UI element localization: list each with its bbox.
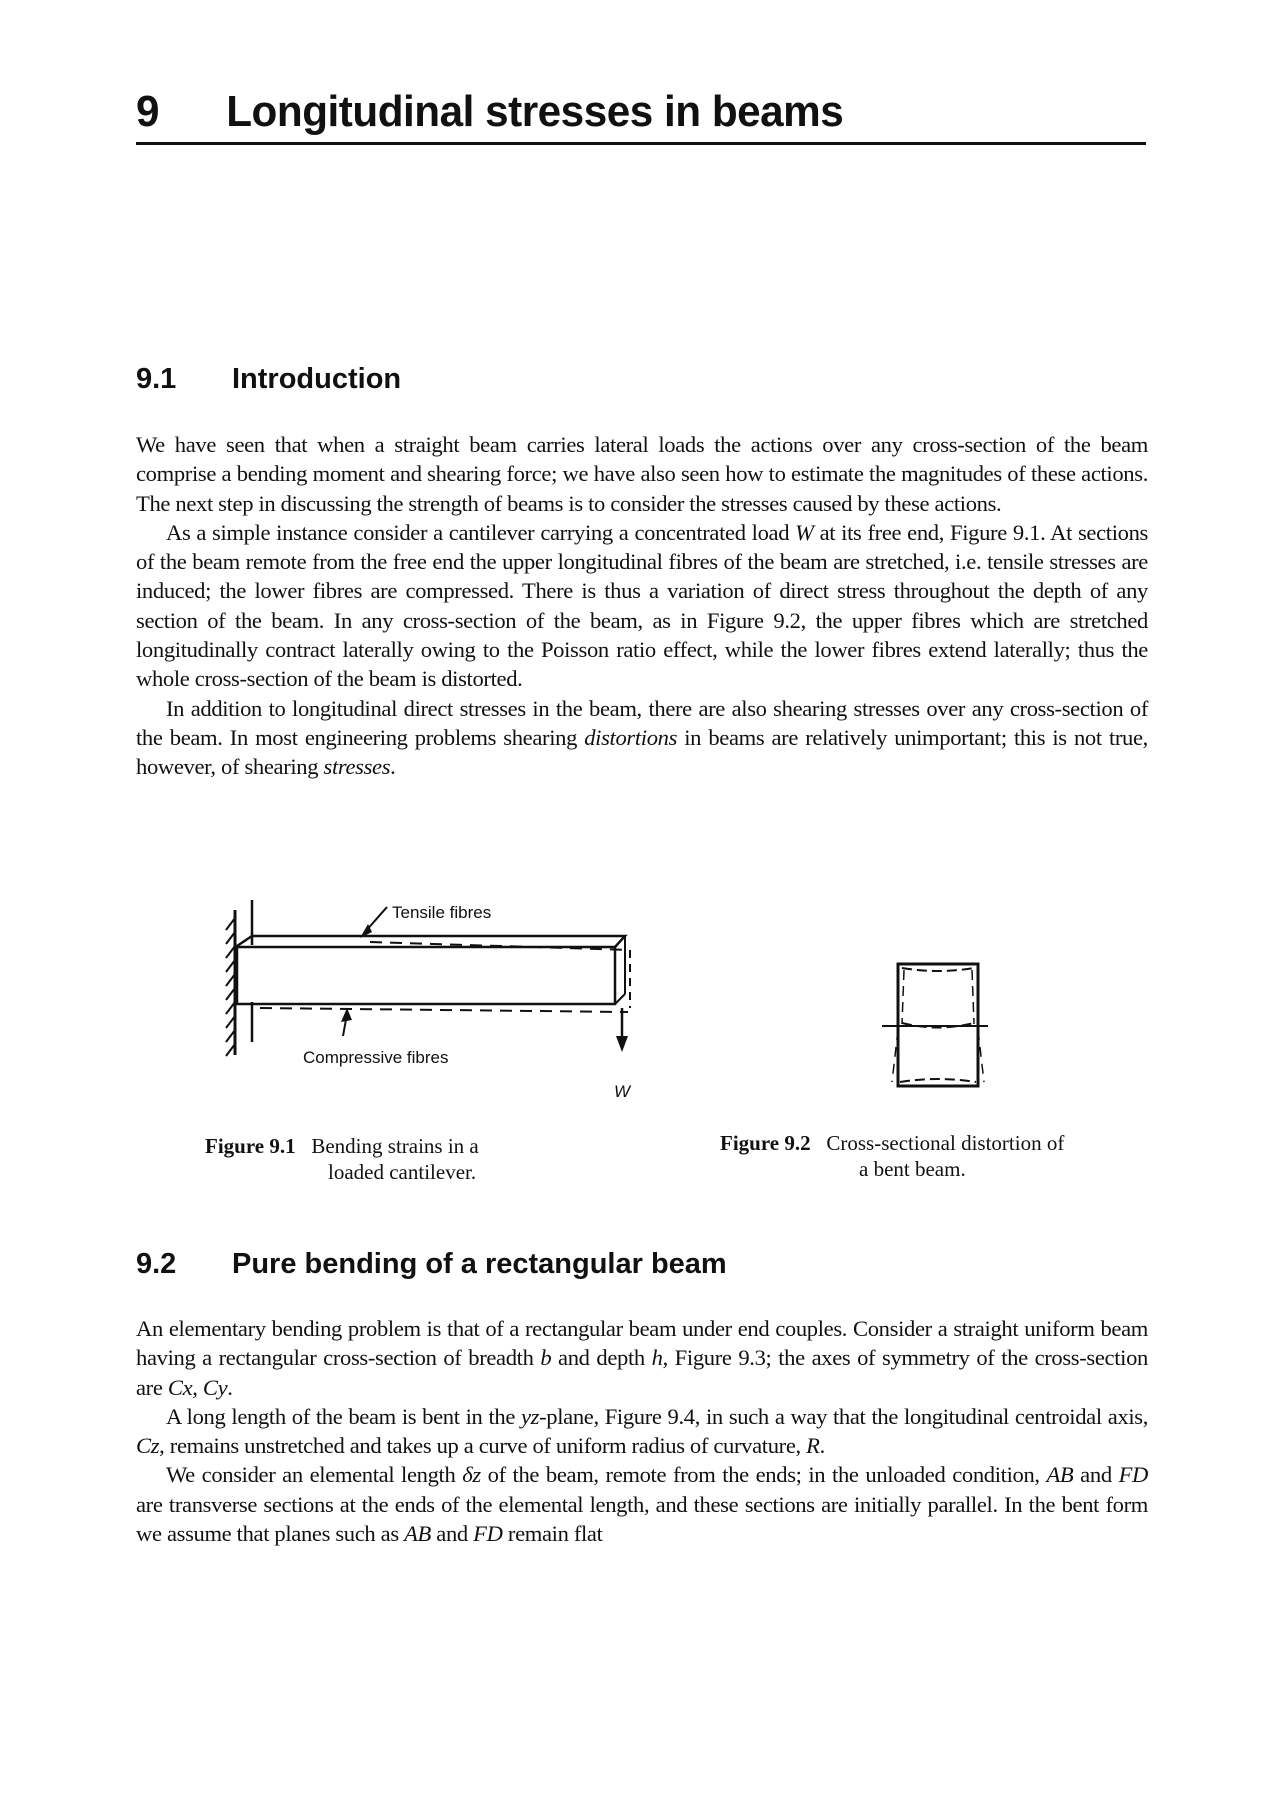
paragraph: In addition to longitudinal direct stresses in the beam, there are also shearing stresses over any cross-section of the beam. In most engineering problems shearing distortions in beams are relatively unimportant; this is not true, however, of shearing stresses. — [136, 695, 1148, 780]
section-9-2-body — [136, 1314, 1148, 1548]
figure-9-2-caption: Figure 9.2 Cross-sectional distortion of a bent beam. — [720, 1131, 1065, 1181]
section-heading-9-1 — [136, 362, 401, 396]
section-9-1-body — [136, 430, 1148, 782]
figure-label: Figure 9.2 — [720, 1131, 811, 1155]
chapter-rule-divider — [136, 142, 1146, 145]
section-number: 9.2 — [136, 1248, 177, 1280]
chapter-title-text: Longitudinal stresses in beams — [226, 87, 844, 136]
emphasis: stresses — [323, 754, 391, 780]
figure-9-1-caption: Figure 9.1 Bending strains in a loaded cantilever. — [205, 1134, 479, 1184]
paragraph: As a simple instance consider a cantilever carrying a concentrated load W at its free end, Figure 9.1. At sections of the beam remote from the free end the upper longitudinal fibres of the beam are stretched, i.e. tensile stresses are induced; the lower fibres are compressed. There is thus a variation of direct stress throughout the depth of any section of the beam. In any cross-section of the beam, as in Figure 9.2, the upper fibres which are stretched longitudinally contract laterally owing to the Poisson ratio effect, while the lower fibres extend laterally; thus the whole cross-section of the beam is distorted. — [136, 519, 1148, 692]
section-title: Pure bending of a rectangular beam — [232, 1248, 727, 1280]
section-heading-9-2 — [136, 1247, 727, 1281]
variable-w: W — [795, 519, 814, 545]
figure-9-2-cross-section-diagram — [880, 960, 990, 1090]
paragraph: We consider an elemental length δz of the beam, remote from the ends; in the unloaded condition, AB and FD are transverse sections at the ends of the elemental length, and these sections are initially parallel. In the bent form we assume that planes such as AB and FD remain flat — [136, 1462, 1148, 1547]
load-w-label: W — [614, 1082, 631, 1101]
figure-label: Figure 9.1 — [205, 1134, 296, 1158]
paragraph: We have seen that when a straight beam carries lateral loads the actions over any cross-section of the beam comprise a bending moment and shearing force; we have also seen how to estimate the magnitudes of these actions. The next step in discussing the strength of beams is to consider the stresses caused by these actions. — [136, 432, 1148, 516]
paragraph: An elementary bending problem is that of a rectangular beam under end couples. Consider a straight uniform beam having a rectangular cross-section of breadth b and depth h, Figure 9.3; the axes of symmetry of the cross-section are Cx, Cy. — [136, 1316, 1148, 1400]
chapter-number: 9 — [136, 87, 160, 136]
figure-9-1-cantilever-diagram — [220, 890, 640, 1110]
tensile-fibres-label: Tensile fibres — [392, 903, 492, 922]
compressive-fibres-label: Compressive fibres — [303, 1048, 449, 1067]
section-number: 9.1 — [136, 363, 177, 395]
chapter-title — [136, 86, 1115, 138]
paragraph: A long length of the beam is bent in the yz-plane, Figure 9.4, in such a way that the longitudinal centroidal axis, Cz, remains unstretched and takes up a curve of uniform radius of curvature, R. — [136, 1403, 1149, 1459]
emphasis: distortions — [584, 724, 678, 750]
section-title: Introduction — [232, 363, 402, 395]
